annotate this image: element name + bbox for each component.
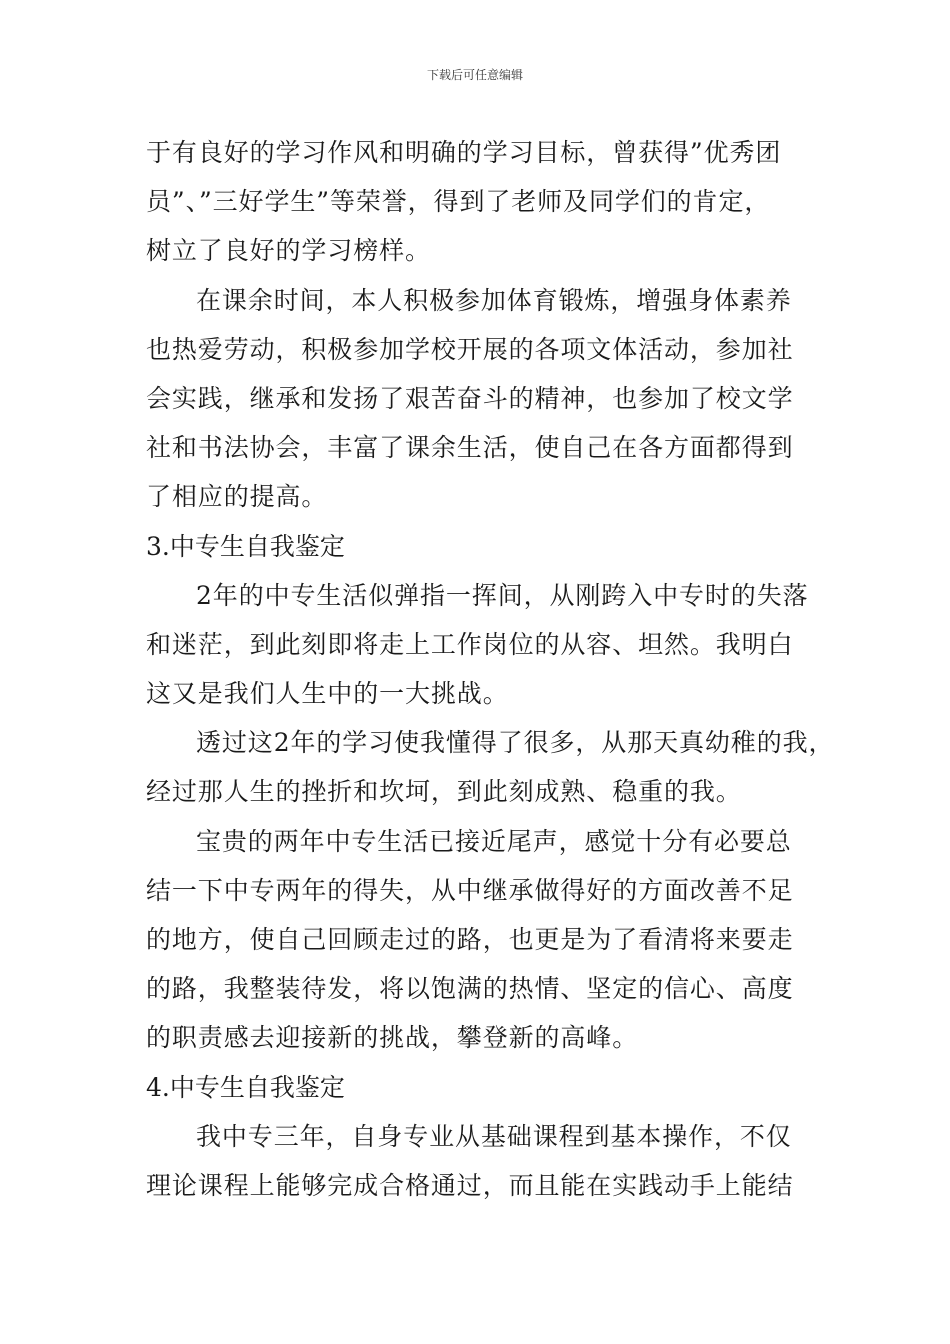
paragraph-line: 树立了良好的学习榜样。	[146, 236, 431, 266]
paragraph-line: 会实践，继承和发扬了艰苦奋斗的精神，也参加了校文学	[146, 383, 794, 413]
section-heading: 3.中专生自我鉴定	[146, 531, 345, 561]
paragraph-line: 我中专三年，自身专业从基础课程到基本操作，不仅	[196, 1121, 792, 1151]
paragraph-line: 了相应的提高。	[146, 482, 328, 512]
paragraph-line: 和迷茫，到此刻即将走上工作岗位的从容、坦然。我明白	[146, 629, 794, 659]
paragraph-line: 的路，我整装待发，将以饱满的热情、坚定的信心、高度	[146, 974, 794, 1004]
paragraph-line: 宝贵的两年中专生活已接近尾声，感觉十分有必要总	[196, 826, 792, 856]
paragraph-line: 透过这2年的学习使我懂得了很多，从那天真幼稚的我，	[196, 728, 835, 758]
paragraph-line: 也热爱劳动，积极参加学校开展的各项文体活动，参加社	[146, 334, 794, 364]
document-body	[146, 128, 835, 1210]
paragraph-line: 的职责感去迎接新的挑战，攀登新的高峰。	[146, 1023, 639, 1053]
paragraph-line: 社和书法协会，丰富了课余生活，使自己在各方面都得到	[146, 433, 794, 463]
paragraph-line: 于有良好的学习作风和明确的学习目标，曾获得”优秀团	[146, 138, 782, 167]
paragraph-line: 员”、”三好学生”等荣誉，得到了老师及同学们的肯定，	[146, 187, 771, 217]
paragraph-line: 在课余时间，本人积极参加体育锻炼，增强身体素养	[196, 285, 792, 315]
paragraph-line: 这又是我们人生中的一大挑战。	[146, 679, 509, 709]
section-heading: 4.中专生自我鉴定	[146, 1072, 345, 1102]
paragraph-line: 理论课程上能够完成合格通过，而且能在实践动手上能结	[146, 1170, 794, 1200]
paragraph-line: 的地方，使自己回顾走过的路，也更是为了看清将来要走	[146, 925, 794, 954]
paragraph-line: 结一下中专两年的得失，从中继承做得好的方面改善不足	[146, 875, 794, 905]
paragraph-line: 经过那人生的挫折和坎坷，到此刻成熟、稳重的我。	[146, 777, 742, 807]
header-note: 下载后可任意编辑	[426, 68, 523, 82]
paragraph-line: 2年的中专生活似弹指一挥间，从刚跨入中专时的失落	[196, 580, 809, 610]
